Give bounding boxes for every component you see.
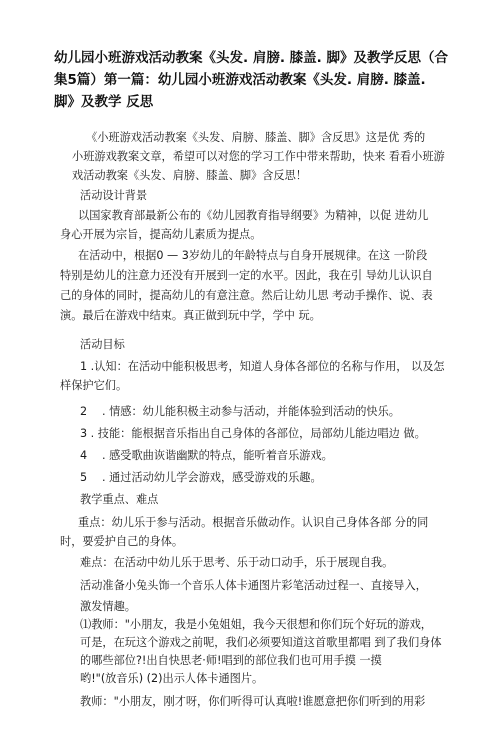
text-line: 身心开展为宗旨，提高幼儿素质为提点。 [60, 228, 262, 241]
text-line: 以国家教育部最新公布的《幼儿园教育指导纲要》为精神，以促 进幼儿 [78, 209, 429, 222]
goal-number: 4 [80, 449, 88, 462]
difficulty-paragraph: 难点：在活动中幼儿乐于思考、乐于动口动手，乐于展现自我。 [80, 556, 394, 569]
goal-text: . 感受歌曲诙谐幽默的特点，能听着音乐游戏。 [102, 449, 333, 462]
text-line: 激发情趣。 [80, 600, 136, 613]
text-line: 时，要爱护自己的身体。 [60, 535, 184, 548]
goal-item-2 [80, 402, 468, 421]
preparation-paragraph [80, 575, 468, 617]
text-line: 1 .认知：在活动中能积极思考，知道人身体各部位的名称与作用， 以及怎 [80, 360, 445, 373]
section-heading-background: 活动设计背景 [80, 189, 148, 202]
text-line: 《小班游戏活动教案《头发、肩膀、膝盖、脚》含反思》这是优 秀的 [86, 131, 426, 144]
text-line: 的哪些部位?!出自快思老·师!唱到的部位我们也可用手摸 一摸 [80, 654, 382, 667]
intro-paragraph [72, 128, 460, 185]
document-title [54, 47, 464, 113]
title-line: 幼儿园小班游戏活动教案《头发. 肩膀. 膝盖. 脚》及教学反思（合 [54, 50, 448, 66]
background-paragraph-1 [60, 206, 448, 244]
text-line: 戏活动教案《头发、肩膀、膝盖、脚》含反思！ [72, 169, 307, 182]
text-line: 在活动中，根据0 — 3岁幼儿的年龄特点与自身开展规律。在这 一阶段 [78, 249, 428, 262]
text-line: ⑴教师："小朋友，我是小兔姐姐，我今天很想和你们玩个好玩的游戏， [80, 618, 432, 631]
goal-item-3: 3 . 技能：能根据音乐指出自己身体的各部位，局部幼儿能边唱边 做。 [80, 427, 426, 440]
title-line: 脚》及教学 反思 [54, 94, 154, 110]
text-line: 己的身体的同时，提高幼儿的有意注意。然后让幼儿思 考动手操作、说、表 [60, 289, 433, 302]
process-paragraph-1 [80, 616, 468, 688]
goal-number: 5 [80, 471, 88, 484]
text-line: 样保护它们。 [60, 379, 128, 392]
text-line: 哟!"(放音乐) (2)出示人体卡通图片。 [80, 672, 264, 685]
text-line: 演。最后在游戏中结束。真正做到玩中学，学中 玩。 [60, 309, 321, 322]
text-line: 特别是幼儿的注意力还没有开展到一定的水平。因此，我在引 导幼儿认识自 [60, 269, 433, 282]
goal-number: 2 [80, 405, 88, 418]
section-heading-goals: 活动目标 [80, 338, 125, 351]
key-point-paragraph [60, 513, 448, 551]
text-line: 可是，在玩这个游戏之前呢，我们必须要知道这首歌里都唱 到了我们身体 [80, 636, 442, 649]
section-heading-key-points: 教学重点、难点 [80, 493, 159, 506]
goal-text: . 通过活动幼儿学会游戏，感受游戏的乐趣。 [102, 471, 322, 484]
text-line: 活动准备小兔头饰一个音乐人体卡通图片彩笔活动过程一、直接导入， [80, 579, 427, 592]
text-line: 小班游戏教案文章，希望可以对您的学习工作中带来帮助，快来 看看小班游 [72, 150, 445, 163]
process-paragraph-2: 教师："小朋友，刚才呀，你们听得可认真啦!谁愿意把你们听到的用彩 [80, 695, 426, 708]
goal-item-1 [60, 357, 468, 395]
goal-text: . 情感：幼儿能积极主动参与活动，并能体验到活动的快乐。 [102, 405, 400, 418]
text-line: 重点：幼儿乐于参与活动。根据音乐做动作。认识自己身体各部 分的同 [78, 516, 429, 529]
goal-item-4 [80, 446, 468, 465]
goal-item-5 [80, 468, 468, 487]
title-line: 集5篇）第一篇：幼儿园小班游戏活动教案《头发. 肩膀. 膝盖. [54, 72, 426, 88]
background-paragraph-2 [60, 246, 448, 326]
